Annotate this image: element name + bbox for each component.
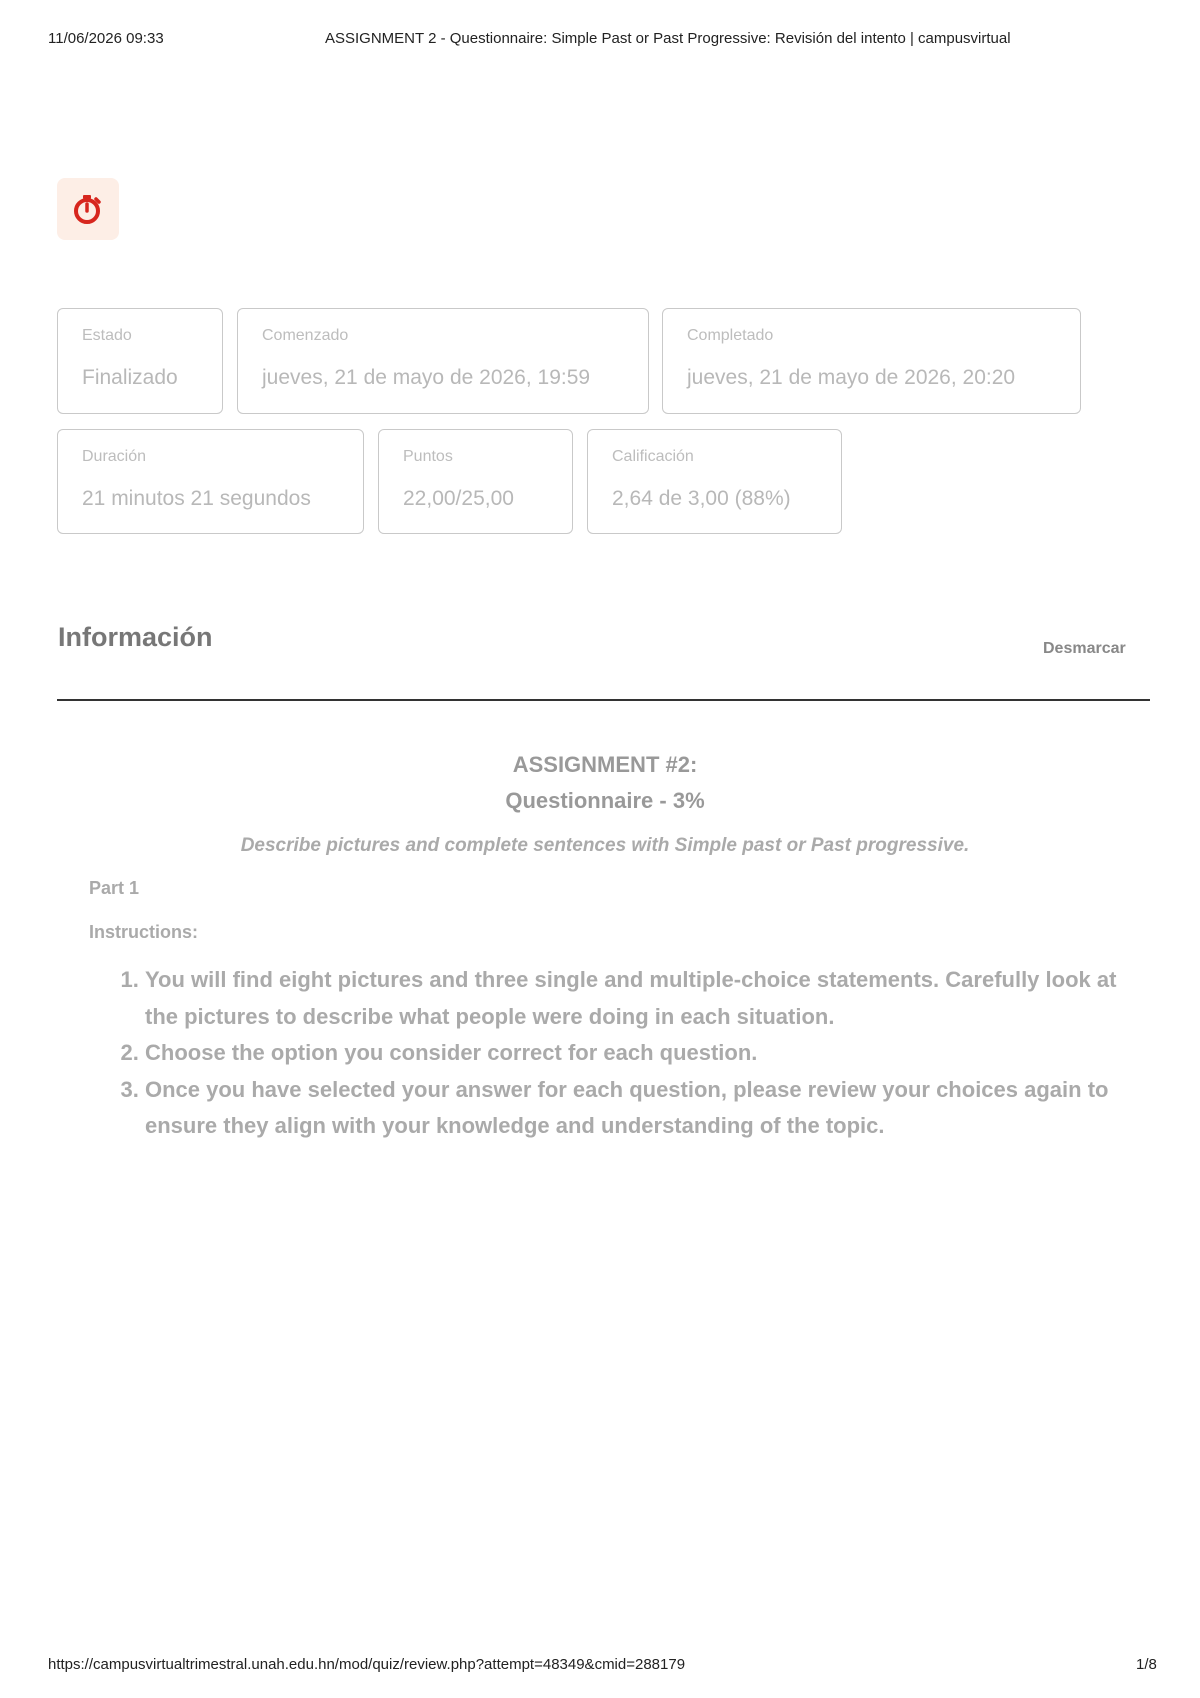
assignment-heading: ASSIGNMENT #2:	[512, 752, 698, 777]
assignment-description: Describe pictures and complete sentences with Simple past or Past progressive.	[240, 835, 970, 856]
grade-card	[587, 429, 842, 534]
page-number: 1/8	[1136, 1656, 1157, 1673]
status-label: Estado	[82, 327, 132, 344]
instruction-item: 3. Once you have selected your answer for each question, please review your choices again to ensure they align with your knowledge and understanding of the topic.	[145, 1072, 1155, 1145]
instruction-item: 2. Choose the option you consider correct for each question.	[145, 1035, 1155, 1072]
print-header	[0, 30, 1200, 54]
completed-value: jueves, 21 de mayo de 2026, 20:20	[687, 366, 1016, 389]
started-card	[237, 308, 649, 414]
instruction-item: 1. You will find eight pictures and three single and multiple-choice statements. Carefully look at the pictures to describe what people were doing in each situation.	[145, 962, 1155, 1035]
duration-card	[57, 429, 364, 534]
duration-value: 21 minutos 21 segundos	[82, 487, 311, 510]
started-value: jueves, 21 de mayo de 2026, 19:59	[262, 366, 591, 389]
part-label: Part 1	[89, 878, 140, 898]
completed-label: Completado	[687, 327, 774, 344]
timer-badge	[57, 178, 119, 240]
unmark-link[interactable]: Desmarcar	[1043, 640, 1126, 657]
points-value: 22,00/25,00	[403, 487, 514, 510]
info-section-title: Información	[58, 622, 213, 652]
section-divider	[57, 699, 1150, 701]
instructions-label: Instructions:	[89, 922, 199, 942]
completed-card	[662, 308, 1081, 414]
status-card	[57, 308, 223, 414]
instructions-list	[115, 962, 1155, 1145]
print-date: 11/06/2026 09:33	[48, 30, 164, 47]
started-label: Comenzado	[262, 327, 349, 344]
print-page-title: ASSIGNMENT 2 - Questionnaire: Simple Past or Past Progressive: Revisión del intento | campusvirtual	[325, 30, 1011, 47]
points-card	[378, 429, 573, 534]
grade-value: 2,64 de 3,00 (88%)	[612, 487, 791, 510]
points-label: Puntos	[403, 448, 453, 465]
stopwatch-icon	[71, 192, 105, 226]
assignment-subheading: Questionnaire - 3%	[505, 788, 705, 813]
status-value: Finalizado	[82, 366, 178, 389]
duration-label: Duración	[82, 448, 147, 465]
print-url: https://campusvirtualtrimestral.unah.edu.hn/mod/quiz/review.php?attempt=48349&cmid=288179	[48, 1656, 686, 1673]
grade-label: Calificación	[612, 448, 694, 465]
